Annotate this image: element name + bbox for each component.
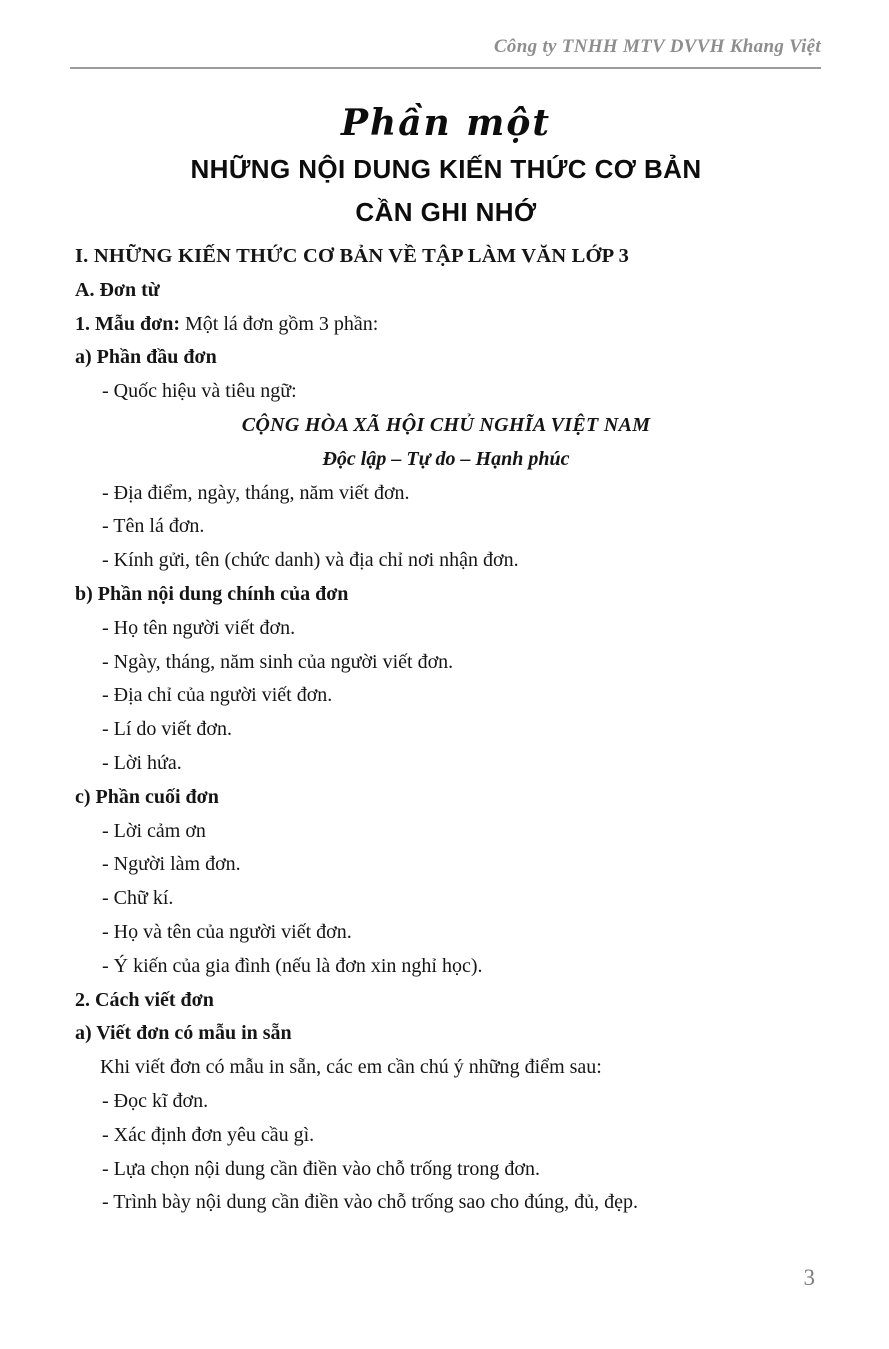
doc-line-dash: - Xác định đơn yêu cầu gì. <box>102 1123 315 1146</box>
doc-line-lead: 1. Mẫu đơn: Một lá đơn gồm 3 phần: <box>75 312 379 335</box>
doc-line-center2: Độc lập – Tự do – Hạnh phúc <box>322 447 570 470</box>
doc-line-dash: - Lí do viết đơn. <box>102 718 232 741</box>
doc-line-dash: - Địa chỉ của người viết đơn. <box>102 684 333 707</box>
doc-line-section2: 2. Cách viết đơn <box>75 988 214 1011</box>
doc-line-dash: - Ngày, tháng, năm sinh của người viết đơn. <box>102 650 454 673</box>
doc-line-dash: - Kính gửi, tên (chức danh) và địa chỉ nơi nhận đơn. <box>102 549 519 572</box>
doc-line-dash: - Lời hứa. <box>102 751 182 774</box>
doc-line-dash: - Chữ kí. <box>102 887 174 910</box>
doc-line-sub: a) Phần đầu đơn <box>75 346 217 369</box>
doc-line-para: Khi viết đơn có mẫu in sẵn, các em cần chú ý những điểm sau: <box>100 1056 602 1079</box>
doc-line-sub: b) Phần nội dung chính của đơn <box>75 582 349 605</box>
doc-line-dash: - Họ và tên của người viết đơn. <box>102 920 352 943</box>
doc-line-sub: a) Viết đơn có mẫu in sẵn <box>75 1022 292 1045</box>
document-body <box>75 98 817 1220</box>
doc-line-dash: - Ý kiến của gia đình (nếu là đơn xin nghỉ học). <box>102 954 483 977</box>
document-content <box>75 240 817 1220</box>
doc-line-center1: CỘNG HÒA XÃ HỘI CHỦ NGHĨA VIỆT NAM <box>241 413 651 436</box>
doc-line-dash: - Quốc hiệu và tiêu ngữ: <box>102 380 297 403</box>
page-header <box>70 36 821 69</box>
doc-line-dash: - Đọc kĩ đơn. <box>102 1089 209 1112</box>
doc-line-section2: A. Đơn từ <box>75 278 160 301</box>
page-number: 3 <box>803 1265 815 1290</box>
doc-line-sub: c) Phần cuối đơn <box>75 785 219 808</box>
part-title-script: Phần một <box>340 102 551 144</box>
doc-line-dash: - Trình bày nội dung cần điền vào chỗ trống sao cho đúng, đủ, đẹp. <box>102 1191 639 1214</box>
doc-line-dash: - Tên lá đơn. <box>102 515 205 538</box>
doc-line-dash: - Lời cảm ơn <box>102 819 206 842</box>
doc-line-dash: - Họ tên người viết đơn. <box>102 616 296 639</box>
doc-line-dash: - Địa điểm, ngày, tháng, năm viết đơn. <box>102 481 410 504</box>
doc-line-dash: - Người làm đơn. <box>102 853 241 876</box>
part-title-line2: CẦN GHI NHỚ <box>355 197 537 227</box>
header-company-name: Công ty TNHH MTV DVVH Khang Việt <box>493 36 821 57</box>
doc-line-dash: - Lựa chọn nội dung cần điền vào chỗ trống trong đơn. <box>102 1157 540 1180</box>
part-title-line1: NHỮNG NỘI DUNG KIẾN THỨC CƠ BẢN <box>190 154 702 184</box>
doc-line-section: I. NHỮNG KIẾN THỨC CƠ BẢN VỀ TẬP LÀM VĂN LỚP 3 <box>75 245 630 267</box>
